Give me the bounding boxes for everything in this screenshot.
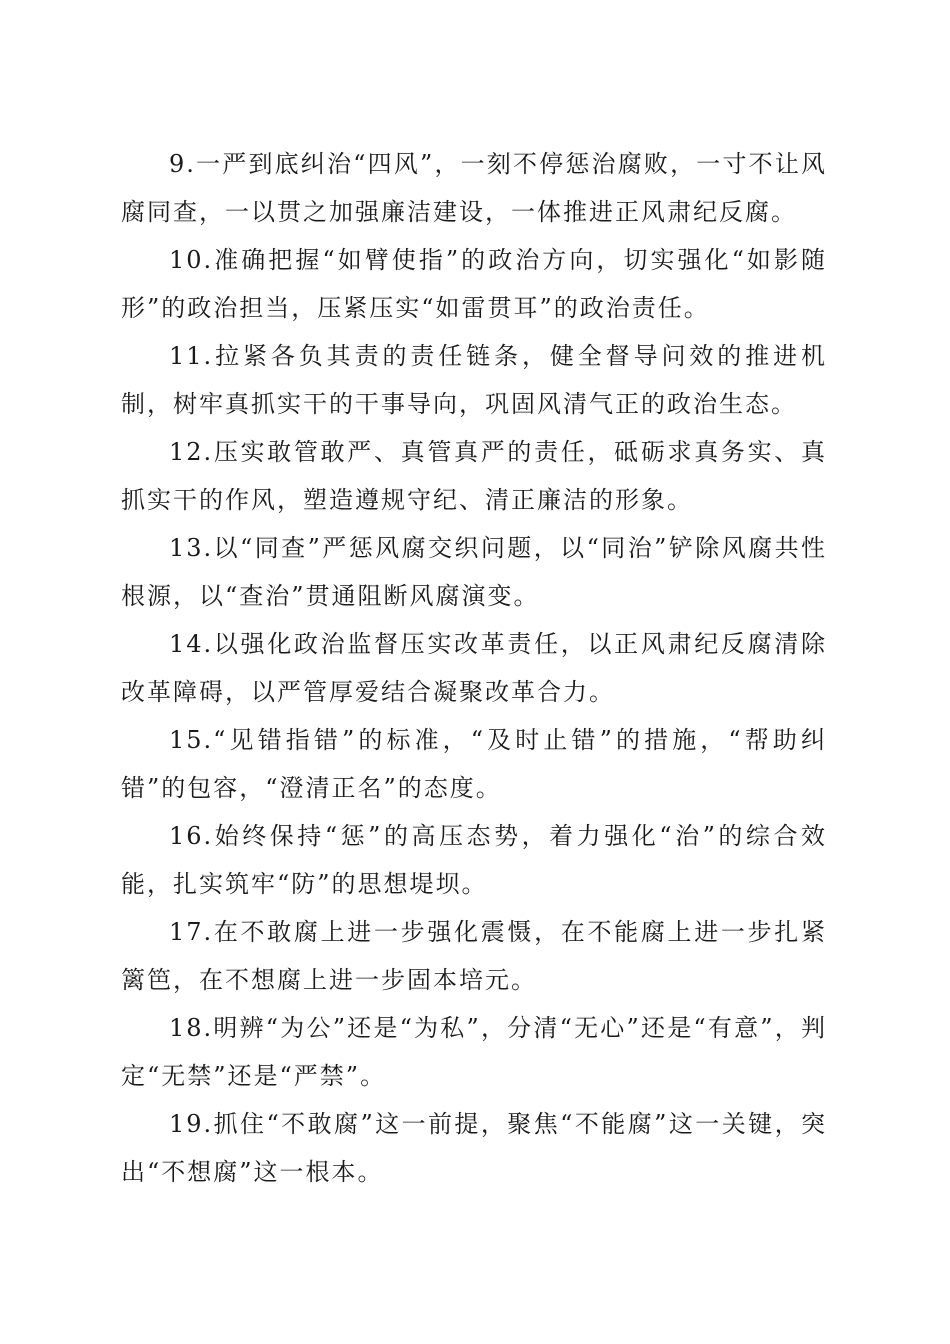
paragraph-18: 18.明辨“为公”还是“为私”，分清“无心”还是“有意”，判定“无禁”还是“严禁”。 [121, 1014, 827, 1090]
paragraph-11: 11.拉紧各负其责的责任链条，健全督导问效的推进机制，树牢真抓实干的干事导向，巩固风清气正的政治生态。 [121, 342, 827, 418]
paragraph-12: 12.压实敢管敢严、真管真严的责任，砥砺求真务实、真抓实干的作风，塑造遵规守纪、清正廉洁的形象。 [121, 438, 827, 514]
paragraph-10: 10.准确把握“如臂使指”的政治方向，切实强化“如影随形”的政治担当，压紧压实“如雷贯耳”的政治责任。 [121, 246, 827, 322]
document-body [121, 140, 827, 1196]
paragraph-14: 14.以强化政治监督压实改革责任，以正风肃纪反腐清除改革障碍，以严管厚爱结合凝聚改革合力。 [121, 630, 827, 706]
paragraph-16: 16.始终保持“惩”的高压态势，着力强化“治”的综合效能，扎实筑牢“防”的思想堤坝。 [121, 822, 827, 898]
paragraph-13: 13.以“同查”严惩风腐交织问题，以“同治”铲除风腐共性根源，以“查治”贯通阻断风腐演变。 [121, 534, 827, 610]
paragraph-15: 15.“见错指错”的标准，“及时止错”的措施，“帮助纠错”的包容，“澄清正名”的态度。 [121, 726, 827, 802]
paragraph-17: 17.在不敢腐上进一步强化震慑，在不能腐上进一步扎紧篱笆，在不想腐上进一步固本培元。 [121, 918, 827, 994]
paragraph-9: 9.一严到底纠治“四风”，一刻不停惩治腐败，一寸不让风腐同查，一以贯之加强廉洁建设，一体推进正风肃纪反腐。 [121, 150, 827, 226]
paragraph-19: 19.抓住“不敢腐”这一前提，聚焦“不能腐”这一关键，突出“不想腐”这一根本。 [121, 1110, 827, 1186]
